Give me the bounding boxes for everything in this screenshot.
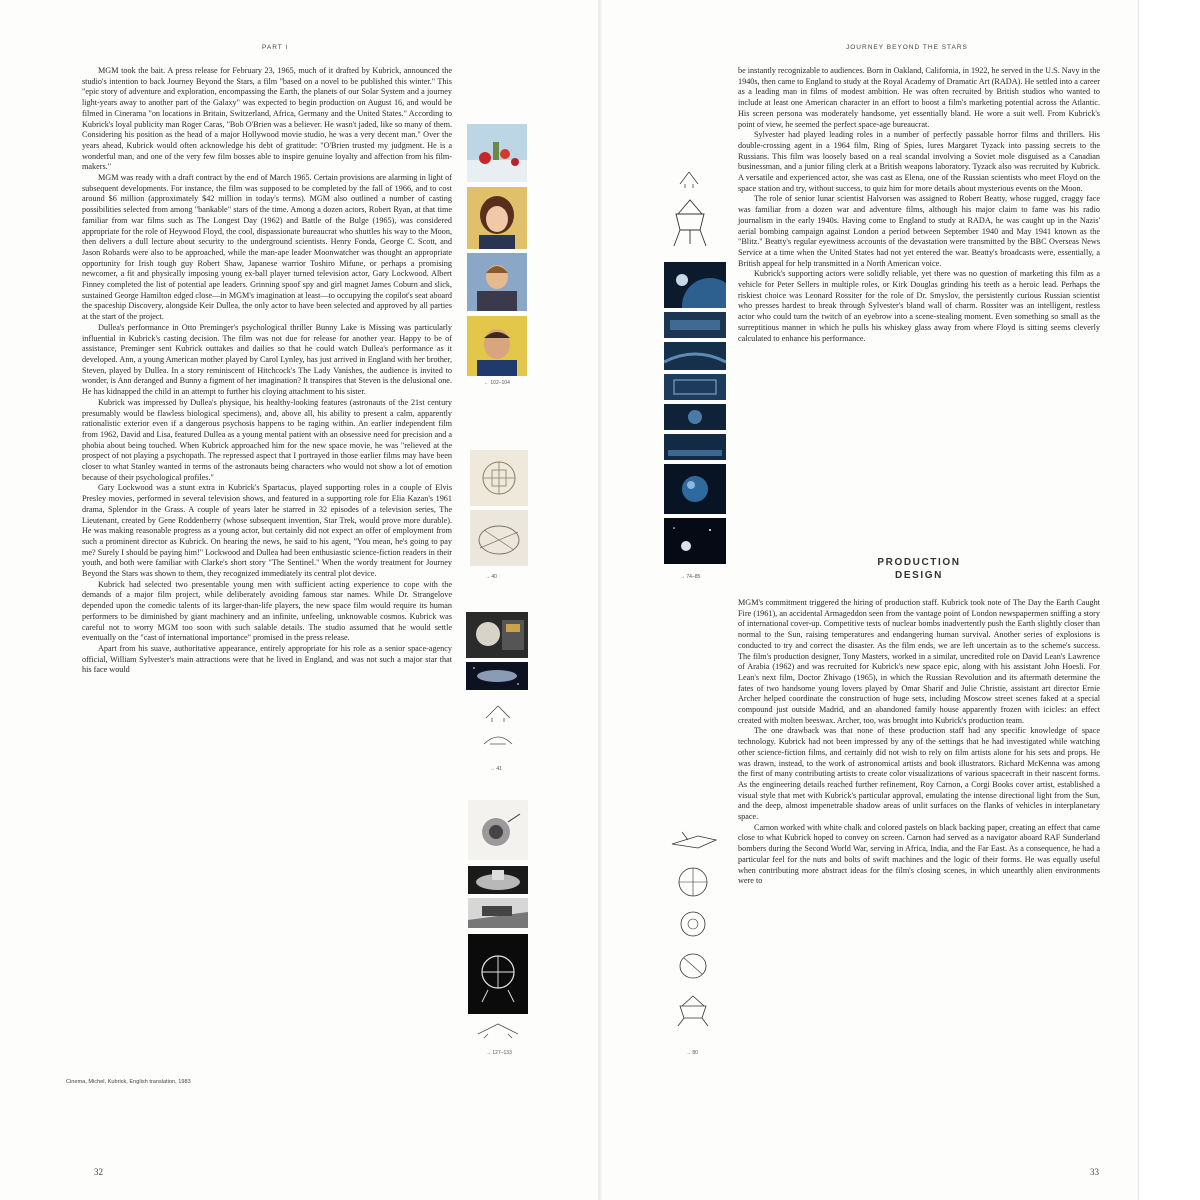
caption-5: → 74–85 xyxy=(680,574,701,580)
right-body-text-top xyxy=(738,66,1100,344)
photo-moon-vehicle xyxy=(468,866,528,894)
photo-portrait-woman xyxy=(467,187,527,249)
section-heading xyxy=(738,556,1100,582)
photo-station-interior-4 xyxy=(664,404,726,430)
sketch-spacecraft-1 xyxy=(470,450,528,506)
line-drawing-pod-2 xyxy=(672,946,714,984)
caption-6: → 80 xyxy=(686,1050,698,1056)
line-drawing-pod-1 xyxy=(672,906,714,942)
running-head-left: PART I xyxy=(262,44,289,51)
line-drawing-craft-small xyxy=(676,168,702,190)
section-title-line-1: PRODUCTION xyxy=(877,557,961,568)
paragraph: MGM was ready with a draft contract by the end of March 1965. Certain provisions are alarming in light of subsequent developments. For instance, the film was supposed to be completed by the fall of 1966, and to cost around $6 million (approximately $42 million in today's terms). MGM also outlined a number of casting possibilities selected from among "bankable" stars of the time. Among a dozen actors, Robert Ryan, at that time familiar from war films such as The Longest Day (1962) and Battle of the Bulge (1965), was considered appropriate for the role of Heywood Floyd, the cool, dispassionate bureaucrat who shuttles his way to the Moon, then delivers a dull lecture about security to the underground scientists. Henry Fonda, George C. Scott, and Jason Robards were also to be approached, while the man-ape leader Moonwatcher was thought an appropriate opportunity for Irish tough guy Robert Shaw, Japanese warrior Toshiro Mifune, or perhaps a promising newcomer, a fit and physically imposing young ex-ball player turned television actor, Gary Lockwood. Albert Finney completed the list of potential ape leaders. Grinning spoof spy and girl magnet James Coburn and slick, sustained George Hamilton edged close—in MGM's imagination at least—to occupying the copilot's seat aboard the spaceship Discovery, alongside Keir Dullea, the only actor to have been selected and approved by all parties at the start of the project. xyxy=(82,173,452,322)
photo-station-interior-3 xyxy=(664,374,726,400)
line-drawing-module-1 xyxy=(478,700,518,724)
footnote: Cinema, Michel, Kubrick, English translation, 1983 xyxy=(66,1079,191,1085)
photo-earth-orbit xyxy=(664,262,726,308)
photo-station-interior-2 xyxy=(664,342,726,370)
photo-portrait-boy xyxy=(467,253,527,311)
page-number-left: 32 xyxy=(94,1167,103,1177)
caption-4: → 127–133 xyxy=(486,1050,512,1056)
photo-planet-blue xyxy=(664,464,726,514)
sketch-space-pod-black xyxy=(468,934,528,1014)
paragraph: The role of senior lunar scientist Halvorsen was assigned to Robert Beatty, whose rugged, craggy face was familiar from a dozen war and adventure films, although his major claim to fame was his radio journalism in the early 1940s. Having come to England to study at RADA, he was caught up in the Nazis' aerial bombing campaign against London a period between September 1940 and May 1941 known as the "Blitz." Beatty's regular eyewitness accounts of the devastation were transmitted by the BBC Overseas News Service at a time when the United States had not yet entered the war. Beatty's broadcasts were, essentially, a British appeal for help transmitted in a North American voice. xyxy=(738,194,1100,268)
paragraph: The one drawback was that none of these production staff had any specific knowledge of space technology. Kubrick had not been impressed by any of the settings that he had investigated while watching other science-fiction films, and certainly did not wish to rely on film artists alone for his sets and props. He was drawn, instead, to the work of astronomical artists and book illustrators. Richard McKenna was among the first of many contributing artists to create color visualizations of various spacecraft in their nascent forms. As the engineering details reached further refinement, Roy Carnon, a Corgi Books cover artist, established a visual style that met with Kubrick's particular approval, emulating the intense directional light from the Sun, and the deep, almost impenetrable shadow areas of unlit surfaces on the flanks of vehicles in interplanetary space. xyxy=(738,726,1100,822)
photo-space-station xyxy=(466,662,528,690)
line-drawing-lunar-module xyxy=(668,194,712,252)
paragraph: be instantly recognizable to audiences. Born in Oakland, California, in 1922, he served in the U.S. Navy in the 1940s, then came to England to study at the Royal Academy of Dramatic Art (RADA). He settled into a career as a leading man in films of modest ambition. He was often recruited by British studios who wanted to include at least one American character in an effort to boost a film's marketing potential across the Atlantic. His screen persona was moderately handsome, yet essentially bland. He wore a suit well. From Kubrick's point of view, he seemed the perfect space-age bureaucrat. xyxy=(738,66,1100,129)
photo-deep-space xyxy=(664,518,726,564)
paragraph: Kubrick's supporting actors were solidly reliable, yet there was no question of marketing this film as a vehicle for Peter Sellers in multiple roles, or Kirk Douglas grinding his teeth as a heroic lead. Perhaps the riskiest choice was Leonard Rossiter for the role of Dr. Smyslov, the persistently curious Russian scientist who presses hardest to break through Sylvester's bland wall of charm. Rossiter was an intelligent, restless actor who could turn the twitch of an eyebrow into a scene-stealing moment. Even something so small as the surreptitious manner in which he pulls his whiskey glass away from where Floyd is sitting seems cleverly calculated to enhance his performance. xyxy=(738,269,1100,343)
paragraph: MGM's commitment triggered the hiring of production staff. Kubrick took note of The Day the Earth Caught Fire (1961), an accidental Armageddon seen from the vantage point of London newspapermen sniffing a story of international cover-up. Competitive tests of nuclear bombs inadvertently push the Earth slightly closer than normal to the Sun, raising temperatures and endangering human survival. Another series of explosions is conducted to try and correct the disaster. As the film ends, we are left uncertain as to the scheme's success. The film's production designer, Tony Masters, worked in a similar, uncredited role on David Lean's Lawrence of Arabia (1962) and was recruited for Kubrick's new space epic, along with his assistant John Hoesli. For Lean's next film, Doctor Zhivago (1965), in which the Russian Revolution and its aftermath determine the fates of two handsome young lovers played by Omar Sharif and Julie Christie, assistant art director Ernie Archer helped coordinate the construction of huge sets, including Moscow street scenes faked at a special compound just outside Madrid, and an abandoned family house apparently frozen with icicles: an effect created with molten beeswax. Archer, too, was brought into Kubrick's production team. xyxy=(738,598,1100,725)
caption-1: ← 102–104 xyxy=(484,380,510,386)
line-drawing-spaceship-1 xyxy=(668,826,720,856)
paragraph: Dullea's performance in Otto Preminger's psychological thriller Bunny Lake is Missing was particularly influential in Kubrick's casting decision. The film was not due for release for another year. Happy to be of assistance, Preminger sent Kubrick outtakes and dailies so that he could watch Dullea's performance as it developed. Ann, a young American mother played by Carol Lynley, has just arrived in England with her brother, Steven, played by Dullea. In a story reminiscent of Hitchcock's The Lady Vanishes, the audience is invited to wonder, is Ann deranged and Bunny a figment of her imagination? It transpires that Steven is the delusional one. He has kidnapped the child in an attempt to further his cloying attachment to his sister. xyxy=(82,322,452,397)
paragraph: Apart from his suave, authoritative appearance, entirely appropriate for his role as a senior space-agency official, William Sylvester's main attractions were that he lived in England, and was not such a major star that his face would xyxy=(82,643,452,675)
sketch-astronaut-pod xyxy=(468,800,528,860)
photo-station-interior-5 xyxy=(664,434,726,460)
photo-moonbase xyxy=(468,898,528,928)
paragraph: MGM took the bait. A press release for February 23, 1965, much of it drafted by Kubrick, announced the studio's intention to back Journey Beyond the Stars, a film "based on a novel to be published this winter." This "epic story of adventure and exploration, encompassing the Earth, the planets of our Solar System and a journey light-years away to another part of the Galaxy" was expected to begin production on August 16, and would be filmed in Cinerama "on locations in Britain, Switzerland, Africa, Germany and the United States." According to Kubrick's loyal publicity man Roger Caras, "Bob O'Brien was a believer. He wasn't jaded, like so many of them. Considering his position as the head of a major Hollywood movie studio, he was a very decent man." Over the years ahead, Kubrick would often acknowledge his debt of gratitude: "O'Brien trusted my judgment. He is a wonderful man, and one of the very few film bosses able to inspire genuine loyalty and affection from his film-makers." xyxy=(82,66,452,172)
sketch-spacecraft-2 xyxy=(470,510,528,566)
line-drawing-spaceship-2 xyxy=(670,862,716,902)
left-body-text xyxy=(82,66,452,676)
photo-christmas-scene xyxy=(467,124,527,182)
right-page xyxy=(602,0,1138,1200)
paragraph: Sylvester had played leading roles in a number of perfectly passable horror films and thrillers. His double-crossing agent in a 1964 film, Ring of Spies, lures Margaret Tyzack into passing secrets to the Russians. This film was loosely based on a real scandal involving a Soviet mole disguised as a Canadian businessman, and a junior filing clerk at a British weapons laboratory. Tyzack also was recruited by Kubrick. A versatile and experienced actor, she was cast as Elena, one of the Russian scientists who meet Floyd on the space station and try, without success, to quiz him for more details about mysterious events on the Moon. xyxy=(738,130,1100,193)
line-drawing-module-2 xyxy=(478,728,518,750)
section-title-line-2: DESIGN xyxy=(895,570,943,581)
paragraph: Kubrick was impressed by Dullea's physique, his healthy-looking features (astronauts of the 21st century presumably would be flawless biological specimens), and, above all, his ability to present a calm, apparently rationalistic exterior even if a dangerous psychosis happens to be raging within. An earlier independent film from 1962, David and Lisa, featured Dullea as a young mental patient with an obsessive need for precision and a phobia about being touched. When Kubrick approached him for the new space movie, he was "relieved at the prospect of not playing a psychopath. The repressed aspect that I portrayed in those earlier films may have been closer to what Stanley wanted in terms of the astronauts being characters who would not show a lot of emotion because of their psychological profiles." xyxy=(82,397,452,482)
paragraph: Carnon worked with white chalk and colored pastels on black backing paper, creating an effect that came close to what Kubrick hoped to convey on screen. Carnon had served as a navigator aboard RAF Sunderland bombers during the Second World War, serving in Africa, India, and the Far East. As a consequence, he had a particular feel for the nuts and bolts of swift machines and the logic of their forms. He was equally useful when contributing more abstract ideas for the film's closing scenes, in which unearthly alien environments were to xyxy=(738,822,1100,886)
line-drawing-lander xyxy=(472,1018,524,1040)
paragraph: Kubrick had selected two presentable young men with sufficient acting experience to cope with the demands of a major film project, while deliberately avoiding famous star names. While Dr. Strangelove depended upon the comedic talents of its larger-than-life players, the new space film would require its human performers to be diminished by giant machinery and an infinite, unfeeling, unknowable cosmos. Kubrick was careful not to worry MGM too soon with such salable details. The studio assumed that he would settle eventually on the "cast of international importance" promised in the press release. xyxy=(82,579,452,643)
photo-astronaut-console xyxy=(466,612,528,658)
running-head-right: JOURNEY BEYOND THE STARS xyxy=(846,44,968,51)
caption-2: → 40 xyxy=(485,574,497,580)
left-page xyxy=(0,0,598,1200)
photo-portrait-man xyxy=(467,316,527,376)
page-number-right: 33 xyxy=(1090,1167,1099,1177)
paragraph: Gary Lockwood was a stunt extra in Kubrick's Spartacus, played supporting roles in a couple of Elvis Presley movies, performed in several television shows, and featured in a supporting role for Elia Kazan's 1961 drama, Splendor in the Grass. A couple of years later he starred in 32 episodes of a television series, The Lieutenant, created by Gene Roddenberry (whose subsequent invention, Star Trek, would prove more durable). He was making reasonable progress as a young actor, but certainly did not expect an offer of employment from such a prominent director as Kubrick. On hearing the news, he said to his agent, "You mean, he's going to pay me? Surely I should be paying him!" Lockwood and Dullea had been enthusiastic science-fiction readers in their youth, and both were familiar with Clarke's short story "The Sentinel." When the wordy treatment for Journey Beyond the Stars was shown to them, they recognized immediately its central plot device. xyxy=(82,483,452,579)
photo-station-interior-1 xyxy=(664,312,726,338)
line-drawing-lander-2 xyxy=(670,990,716,1030)
caption-3: → 41 xyxy=(490,766,502,772)
right-body-text-bottom xyxy=(738,598,1100,887)
